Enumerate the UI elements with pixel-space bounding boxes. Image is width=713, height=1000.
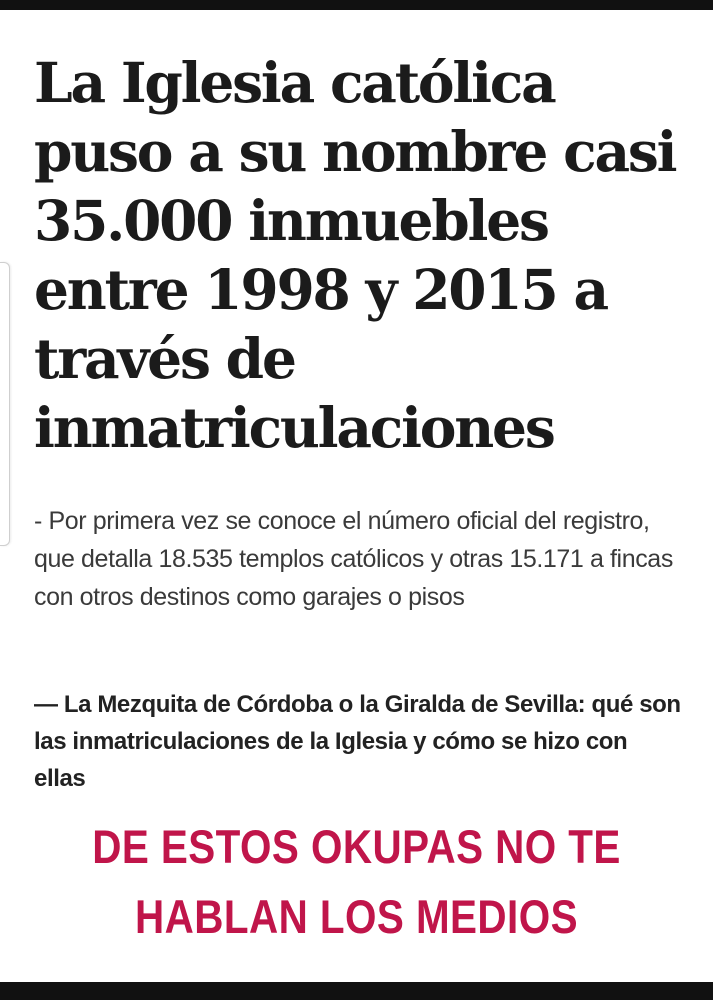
overlay-caption-line: DE ESTOS OKUPAS NO TE <box>92 820 621 873</box>
article-headline <box>34 48 694 462</box>
top-black-bar <box>0 0 713 10</box>
article-subheading: - Por primera vez se conoce el número oficial del registro, que detalla 18.535 templos católicos y otras 15.171 a fincas con otros destinos como garajes o pisos <box>34 507 673 611</box>
related-article-link[interactable]: — La Mezquita de Córdoba o la Giralda de Sevilla: qué son las inmatriculaciones de la Iglesia y cómo se hizo con ellas <box>34 691 681 792</box>
headline-line: través de <box>34 326 295 391</box>
overlay-caption-line: HABLAN LOS MEDIOS <box>135 890 578 943</box>
headline-line: puso a su nombre casi <box>34 119 676 184</box>
side-panel-handle[interactable] <box>0 262 10 546</box>
headline-line: La Iglesia católica <box>34 50 555 115</box>
headline-line: inmatriculaciones <box>34 395 554 460</box>
headline-line: 35.000 inmuebles <box>34 188 548 253</box>
overlay-caption <box>50 812 663 952</box>
headline-line: entre 1998 y 2015 a <box>34 257 607 322</box>
bottom-black-bar <box>0 982 713 1000</box>
